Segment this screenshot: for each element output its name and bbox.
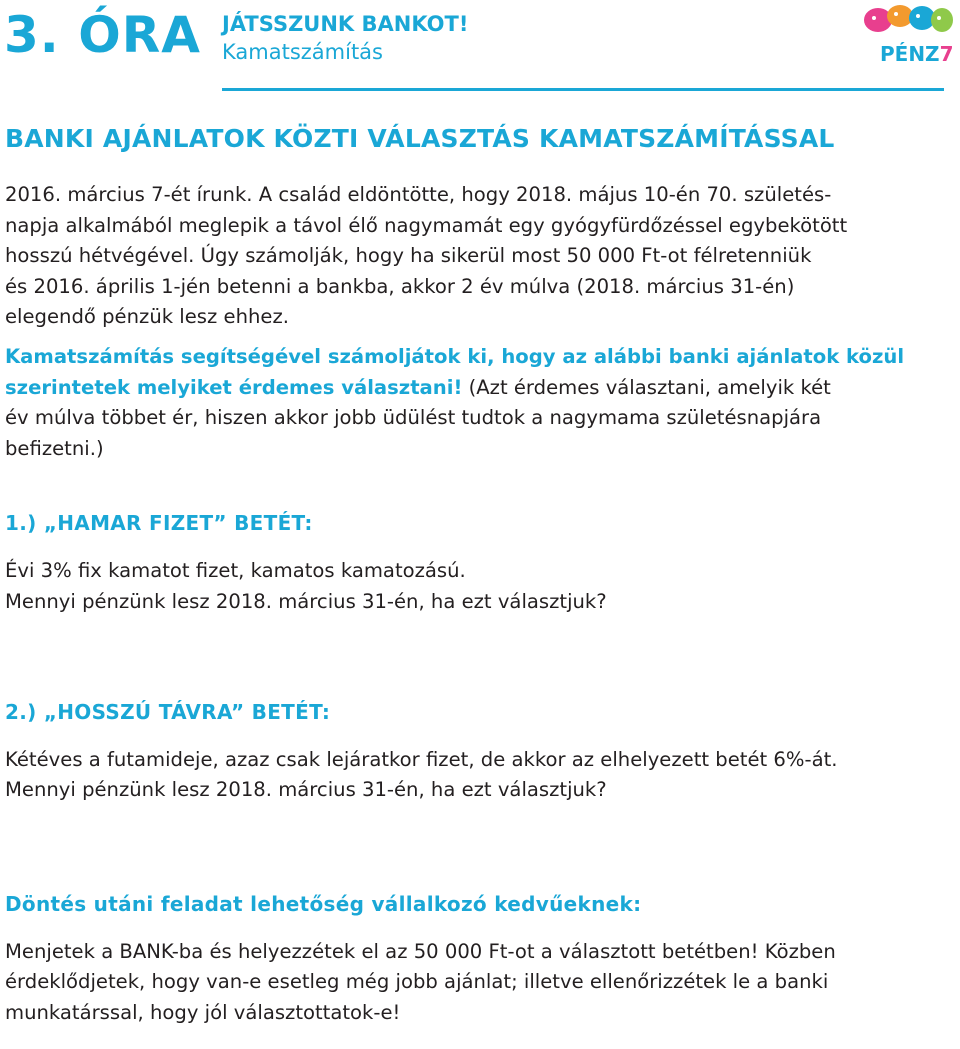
intro-line: napja alkalmából meglepik a távol élő nagymamát egy gyógyfürdőzéssel egybekötött [5,213,848,237]
section1-line: Mennyi pénzünk lesz 2018. március 31-én, ha ezt választjuk? [5,589,607,613]
header-rule [222,88,944,91]
logo-blob-blue [909,6,935,30]
intro-line: hosszú hétvégével. Úgy számolják, hogy ha sikerül most 50 000 Ft-ot félretenniük [5,244,812,268]
lesson-number: 3. ÓRA [4,6,201,64]
section2-line: Kétéves a futamideje, azaz csak lejáratkor fizet, de akkor az elhelyezett betét 6%-át. [5,747,838,771]
task-instruction: Kamatszámítás segítségével számoljátok ki, hogy az alábbi banki ajánlatok közül [5,344,905,368]
section3-body [5,937,950,1029]
task-line: év múlva többet ér, hiszen akkor jobb üdülést tudtok a nagymama születésnapjára [5,406,822,430]
task-line: befizetni.) [5,436,104,460]
section2-body [5,745,950,806]
logo-text [880,44,953,64]
logo-blob-orange [887,5,913,27]
task-instruction-end: szerintetek melyiket érdemes választani! [5,375,463,399]
section3-line: Menjetek a BANK-ba és helyezzétek el az 50 000 Ft-ot a választott betétben! Közben [5,939,836,963]
header-subtitle: Kamatszámítás [222,40,383,64]
task-note: (Azt érdemes választani, amelyik két [462,375,831,399]
logo-number: 7 [939,42,954,66]
section2-heading: 2.) „HOSSZÚ TÁVRA” BETÉT: [5,699,331,724]
section3-line: érdeklődjetek, hogy van-e esetleg még jobb ajánlat; illetve ellenőrizzétek le a banki [5,970,829,994]
section3-line: munkatárssal, hogy jól választottatok-e! [5,1000,401,1024]
logo-word: PÉNZ [880,42,940,66]
logo-blob-green [931,8,953,32]
intro-line: 2016. március 7-ét írunk. A család eldöntötte, hogy 2018. május 10-én 70. születés- [5,183,832,206]
section3-heading: Döntés utáni feladat lehetőség vállalkozó kedvűeknek: [5,891,642,916]
page-title: BANKI AJÁNLATOK KÖZTI VÁLASZTÁS KAMATSZÁMÍTÁSSAL [5,124,835,153]
logo-blob-pink [864,8,892,32]
intro-line: és 2016. április 1-jén betenni a bankba, akkor 2 év múlva (2018. március 31-én) [5,274,795,298]
section1-line: Évi 3% fix kamatot fizet, kamatos kamatozású. [5,559,466,583]
header-title: JÁTSSZUNK BANKOT! [222,12,469,36]
task-line [5,373,950,404]
section1-heading: 1.) „HAMAR FIZET” BETÉT: [5,511,313,536]
page-header [0,0,960,95]
section2-line: Mennyi pénzünk lesz 2018. március 31-én, ha ezt választjuk? [5,778,607,802]
section1-body [5,556,950,617]
intro-line: elegendő pénzük lesz ehhez. [5,305,289,329]
main-content [5,122,950,1029]
